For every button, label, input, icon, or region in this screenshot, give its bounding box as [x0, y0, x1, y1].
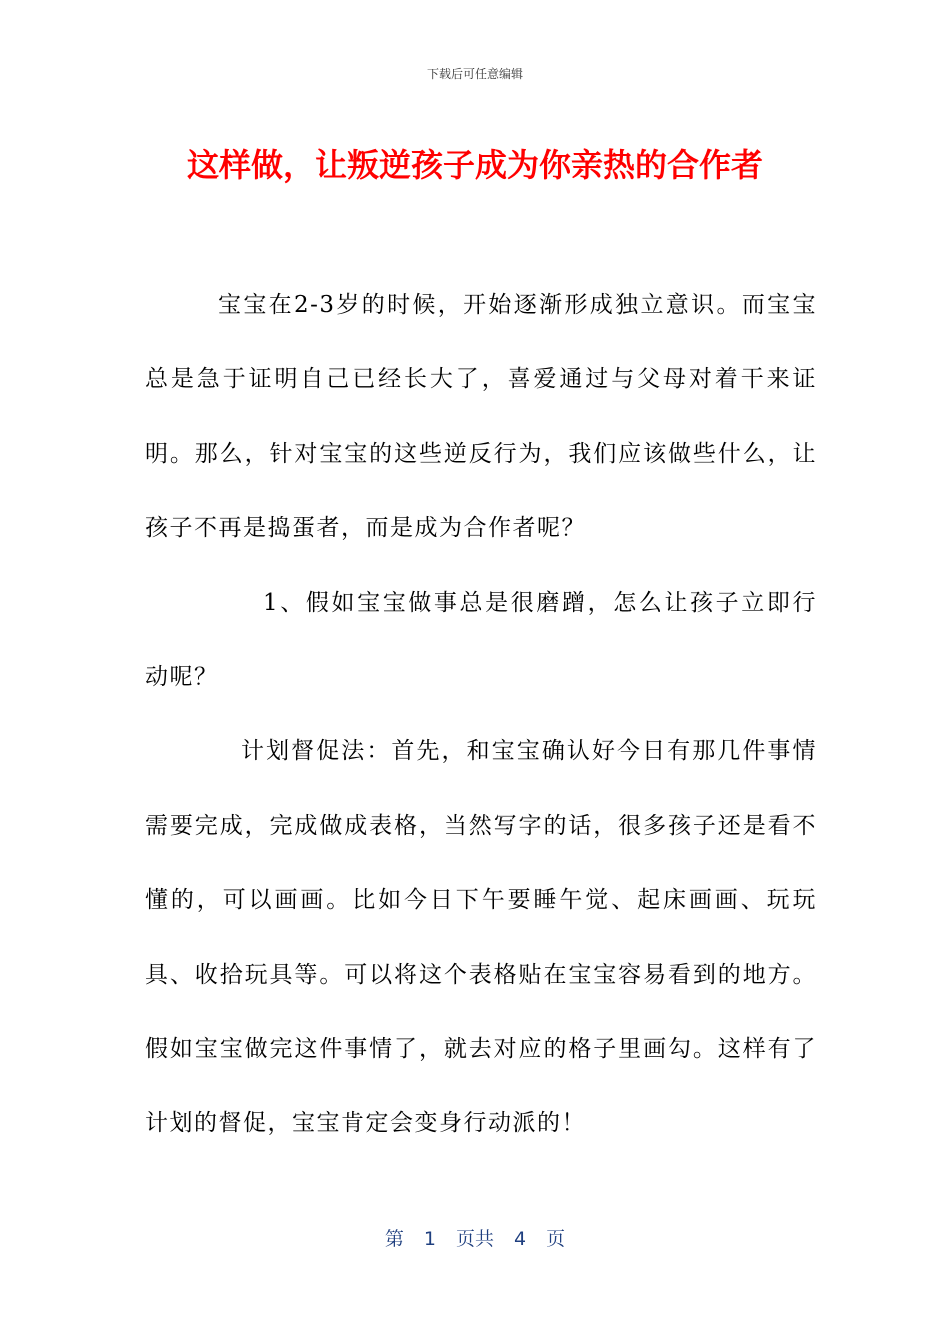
paragraph-question-1: 1、假如宝宝做事总是很磨蹭，怎么让孩子立即行动呢？	[145, 589, 817, 691]
document-title: 这样做，让叛逆孩子成为你亲热的合作者	[186, 146, 763, 184]
page-footer: 第 1 页共 4 页	[384, 1228, 566, 1250]
paragraph-method: 计划督促法：首先，和宝宝确认好今日有那几件事情需要完成，完成做成表格，当然写字的话，很多孩子还是看不懂的，可以画画。比如今日下午要睡午觉、起床画画、玩玩具、收拾玩具等。可以将这个表格贴在宝宝容易看到的地方。假如宝宝做完这件事情了，就去对应的格子里画勾。这样有了计划的督促，宝宝肯定会变身行动派的！	[145, 738, 817, 1137]
header-note: 下载后可任意编辑	[426, 67, 523, 81]
document-body	[145, 268, 817, 1161]
paragraph-intro: 宝宝在2-3岁的时候，开始逐渐形成独立意识。而宝宝总是急于证明自己已经长大了，喜爱通过与父母对着干来证明。那么，针对宝宝的这些逆反行为，我们应该做些什么，让孩子不再是捣蛋者，而是成为合作者呢？	[145, 292, 817, 542]
